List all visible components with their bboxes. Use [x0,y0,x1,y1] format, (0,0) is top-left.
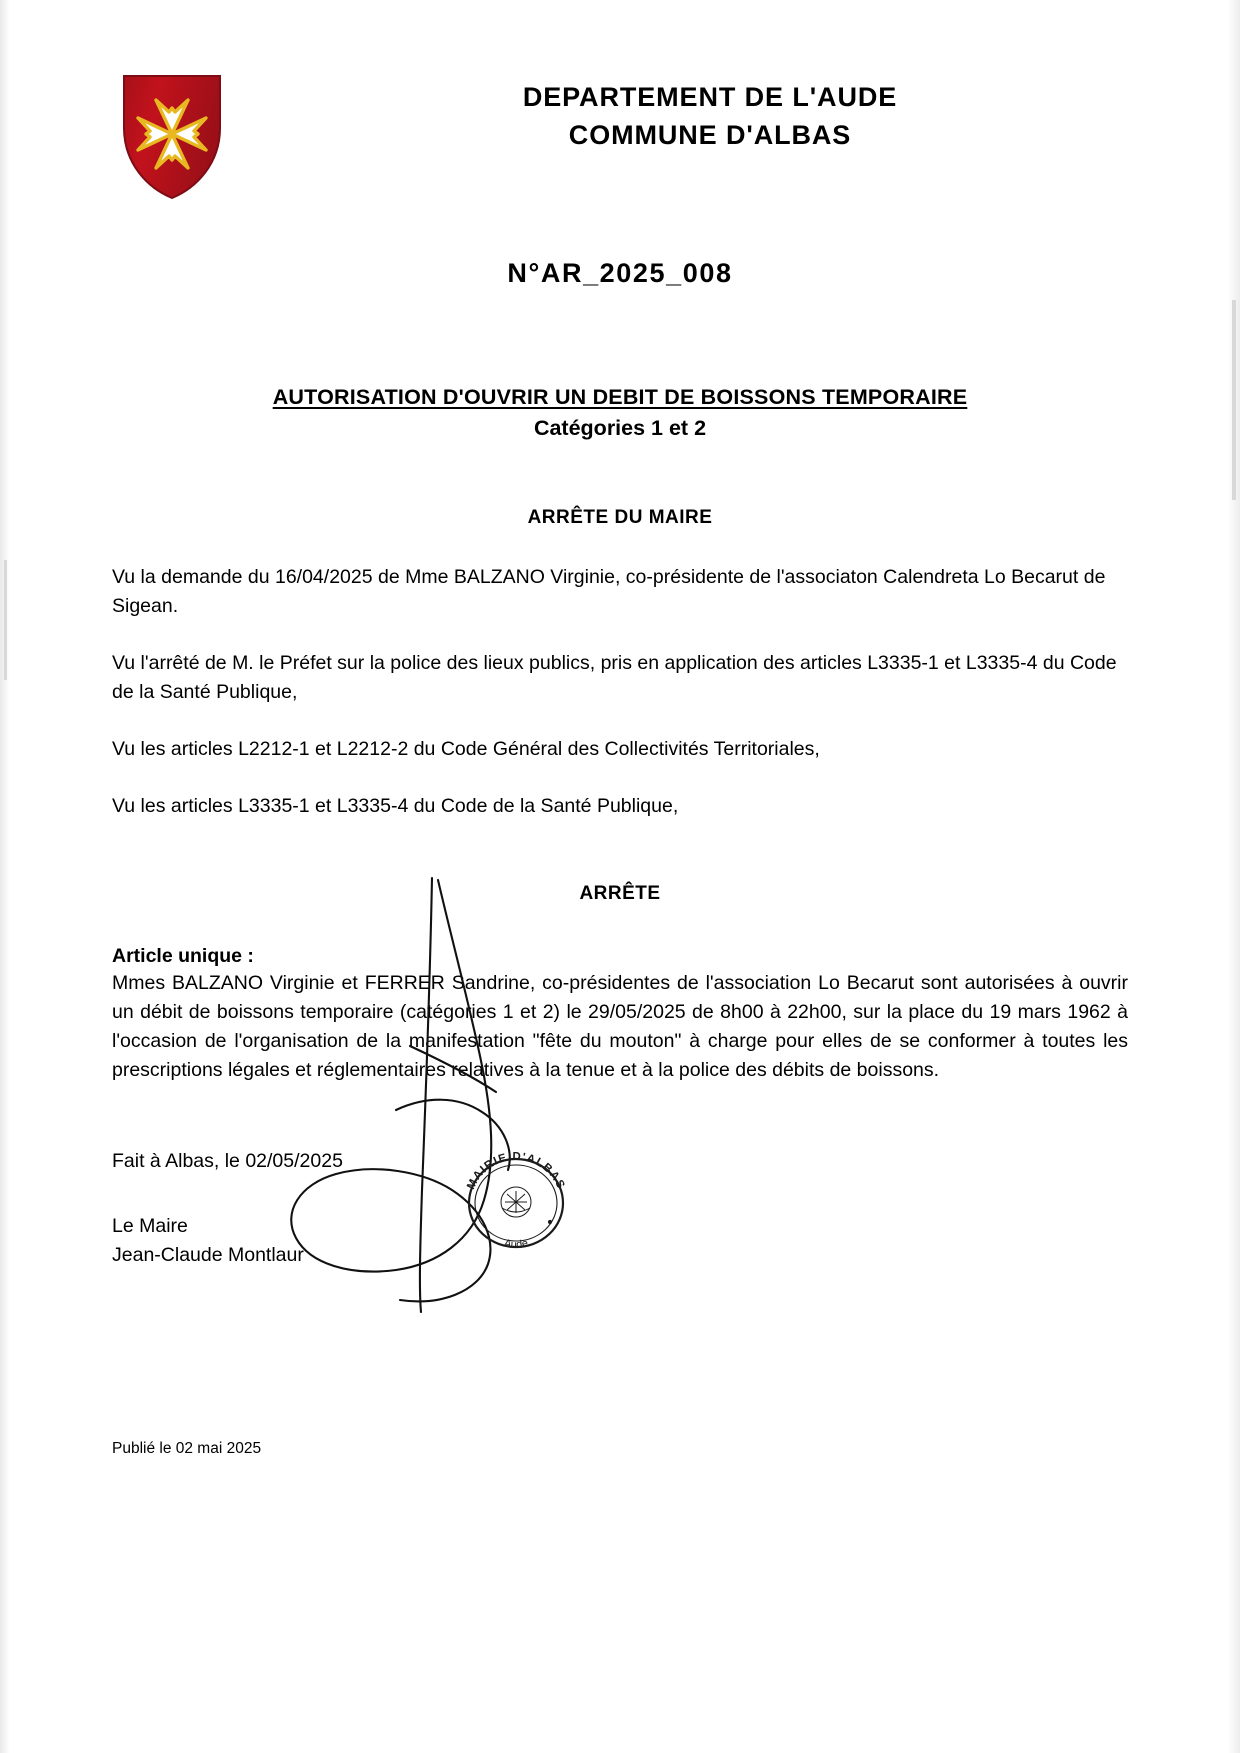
scan-artifact [4,560,7,680]
publication-note: Publié le 02 mai 2025 [112,1440,262,1457]
signer-role: Le Maire [112,1215,188,1237]
considerant-paragraph: Vu l'arrêté de M. le Préfet sur la police des lieux publics, pris en application des articles L3335-1 et L3335-4 du Code de la Santé Publique, [112,652,1117,703]
considerant-paragraph: Vu les articles L2212-1 et L2212-2 du Code Général des Collectivités Territoriales, [112,738,820,760]
heading-arrete: ARRÊTE [579,883,661,904]
document-subtitle: Catégories 1 et 2 [533,416,707,440]
stamp-top-text: MAIRIE D'ALBAS [465,1150,567,1192]
article-body: Mmes BALZANO Virginie et FERRER Sandrine, co-présidentes de l'association Lo Becarut sont autorisées à ouvrir un débit de boissons temporaire (catégories 1 et 2) le 29/05/2025 de 8h00 à 22h00, sur la place du 19 mars 1962 à l'occasion de l'organisation de la manifestation "fête du mouton" à charge pour elles de se conformer à toutes les prescriptions légales et réglementaires relatives à la tenue et à la police des débits de boissons. [112,972,1128,1081]
scan-edge-left [0,0,10,1753]
department-name: DEPARTEMENT DE L'AUDE [522,82,898,112]
place-and-date: Fait à Albas, le 02/05/2025 [112,1150,343,1172]
document-content [112,0,1128,1753]
commune-name: COMMUNE D'ALBAS [568,120,852,150]
document-title-block [112,385,1128,441]
signature-block [112,1212,1128,1270]
signer-name: Jean-Claude Montlaur [112,1244,304,1266]
page-title: AUTORISATION D'OUVRIR UN DEBIT DE BOISSONS TEMPORAIRE [272,385,968,409]
stamp-bottom-text: Aude [502,1237,530,1252]
scan-artifact [1232,300,1236,500]
document-header [112,62,1128,212]
header-titles [292,78,1128,154]
scan-edge-right [1228,0,1240,1753]
considerant-paragraph: Vu les articles L3335-1 et L3335-4 du Code de la Santé Publique, [112,795,679,817]
heading-arrete-du-maire: ARRÊTE DU MAIRE [527,507,713,528]
reference-number: N°AR_2025_008 [507,258,733,288]
article-label: Article unique : [112,945,254,967]
coat-of-arms-icon [120,72,224,200]
considerant-paragraph: Vu la demande du 16/04/2025 de Mme BALZANO Virginie, co-présidente de l'associaton Calendreta Lo Becarut de Sigean. [112,566,1106,617]
